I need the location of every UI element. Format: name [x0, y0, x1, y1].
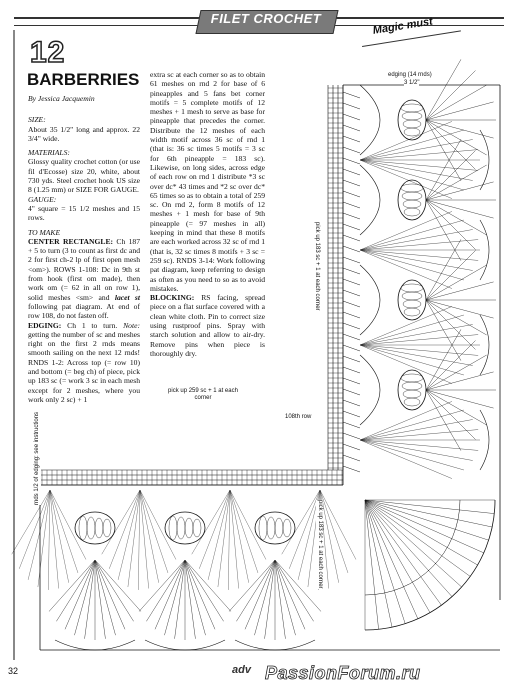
fan-ray — [426, 355, 487, 390]
corner-fan-ray — [365, 500, 494, 514]
edging-text: Ch 1 to turn. — [67, 320, 118, 330]
fan-ray — [360, 229, 473, 250]
edging-rung — [343, 235, 360, 241]
fan-ray — [140, 490, 159, 583]
gauge-heading: GAUGE: — [28, 194, 57, 204]
fan-ray — [282, 490, 320, 554]
pineapple-row — [402, 292, 422, 300]
edging-rung — [343, 455, 360, 461]
edging-rung — [343, 180, 360, 186]
pineapple-row — [95, 518, 103, 538]
fan-ray — [50, 490, 86, 559]
fan-arc — [480, 220, 489, 280]
fan-ray — [109, 490, 140, 569]
gauge-text: 4" square = 15 1/2 meshes and 15 rows. — [28, 203, 140, 223]
corner-fan-ray — [365, 500, 462, 587]
fan-ray — [230, 490, 266, 559]
pineapple-row — [401, 374, 423, 382]
fan-ray — [426, 120, 475, 169]
edging-rung — [343, 224, 360, 230]
edging-rung — [343, 103, 360, 109]
fan-ray — [426, 372, 494, 390]
pineapple-row — [401, 104, 423, 112]
watermark: PassionForum.ru — [265, 663, 421, 683]
fan-ray — [208, 490, 230, 580]
fan-ray — [426, 341, 475, 390]
edging-rung — [343, 246, 360, 252]
section-title: FILET CROCHET — [210, 11, 322, 26]
fan-ray — [230, 490, 249, 583]
edging-rung — [343, 125, 360, 131]
fan-ray — [426, 390, 487, 425]
edging-rung — [343, 202, 360, 208]
fan-ray — [140, 490, 149, 588]
center-rectangle-text: Ch 187 + 5 to turn (3 to count as first dc and 2 for first ch-2 lp of first open mesh <om>). ROWS 1-108: Dc in 9th st from hook (first om made), then work om (= 62 in all on row 1), solid meshes <sm> and — [28, 236, 140, 302]
fan-ray — [192, 490, 230, 554]
author-byline: By Jessica Jacquemin — [28, 94, 95, 103]
to-make-heading: TO MAKE — [28, 227, 61, 237]
pineapple-row — [267, 517, 275, 539]
fan-ray — [360, 440, 452, 479]
scallop-arc — [360, 165, 380, 235]
fan-ray — [360, 324, 473, 345]
fan-ray — [275, 560, 314, 621]
fan-ray — [102, 490, 140, 554]
pineapple-row — [185, 518, 193, 538]
fan-ray — [426, 329, 461, 390]
center-rectangle-text-2: following pat diagram. At end of row 108, do not fasten off. — [28, 301, 140, 321]
pineapple-row — [103, 519, 111, 537]
fan-ray — [199, 490, 230, 569]
edging-rung — [343, 213, 360, 219]
edging-rung — [343, 444, 360, 450]
pineapple-row — [403, 200, 421, 208]
blocking-label: BLOCKING: — [150, 293, 195, 303]
edging-rung — [343, 191, 360, 197]
fan-ray — [320, 490, 356, 559]
fan-ray — [426, 265, 487, 300]
fan-ray — [426, 182, 494, 200]
corner-fan-ray — [365, 500, 452, 597]
edging-rung — [343, 411, 360, 417]
pineapple-row — [402, 192, 422, 200]
scallop-arc — [360, 265, 380, 335]
fan-ray — [360, 440, 473, 461]
fan-ray — [320, 490, 348, 573]
scallop-arc — [360, 85, 380, 155]
fan-ray — [426, 139, 461, 200]
instructions-column-2 — [150, 70, 265, 358]
pineapple-row — [193, 519, 201, 537]
pineapple-row — [169, 516, 177, 540]
pineapple-row — [404, 308, 420, 316]
fan-ray — [426, 300, 487, 335]
edging-paragraph — [28, 321, 140, 405]
fan-ray — [360, 306, 452, 345]
materials-heading: MATERIALS: — [28, 148, 70, 158]
corner-fan-ray — [365, 500, 418, 619]
fan-ray — [426, 300, 494, 318]
pineapple-row — [404, 128, 420, 136]
fan-ray — [140, 490, 176, 559]
fan-ray — [50, 490, 69, 583]
edging-text-2: getting the number of sc and meshes right on the first 2 rnds means smooth sailing on the next 12 rnds! RNDS 1-2: Across top (= row 10) and bottom (= beg ch) of piece, pick up 183 sc (= work 3 sc in each mesh except for 2 meshes, where you work only 2 sc) + 1 — [28, 329, 140, 404]
fan-ray — [185, 560, 224, 621]
logo-fragment: adv — [232, 664, 251, 676]
fan-ray — [426, 200, 461, 261]
pineapple-row — [404, 208, 420, 216]
fan-ray — [426, 300, 475, 349]
fan-ray — [230, 490, 239, 588]
lacet-st-label: lacet st — [114, 292, 140, 302]
fan-ray — [426, 200, 494, 218]
pick-up-183-lower-label: pick up 183 sc + 1 at each corner — [317, 500, 323, 589]
edging-rung — [343, 356, 360, 362]
blocking-paragraph — [150, 293, 265, 358]
fan-ray — [95, 560, 134, 621]
corner-fan-ray — [365, 500, 484, 553]
fan-ray — [426, 102, 494, 120]
fan-ray — [236, 560, 275, 621]
fan-arc — [480, 410, 489, 470]
fan-ray — [12, 490, 50, 554]
fan-ray — [360, 401, 452, 440]
note-label: Note: — [123, 320, 140, 330]
blocking-text: RS facing, spread piece on a flat surface covered with a clean white cloth. Pin to correct size using rustproof pins. Spray with starch solution and allow to air-dry. Remove pins when piece is thoroughly dry. — [150, 293, 265, 358]
page-number: 32 — [8, 666, 19, 676]
fan-ray — [228, 490, 230, 590]
fan-ray — [128, 490, 140, 587]
rounds-edging-label: rnds 1/2 of edging: see instructions — [34, 411, 40, 505]
fan-ray — [426, 120, 461, 181]
edging-rung — [343, 169, 360, 175]
magazine-note: Magic must — [372, 15, 434, 37]
edging-rung — [343, 334, 360, 340]
corner-fan-arc — [365, 500, 495, 630]
pick-up-259-label: pick up 259 sc + 1 at each corner — [168, 388, 238, 401]
edging-rung — [343, 279, 360, 285]
pineapple-row — [403, 390, 421, 398]
fan-ray — [426, 85, 487, 120]
fan-ray — [218, 490, 230, 587]
fan-ray — [426, 59, 461, 120]
fan-arc — [235, 640, 315, 650]
edging-rung — [343, 400, 360, 406]
size-heading: SIZE: — [28, 115, 46, 125]
pineapple-row — [401, 284, 423, 292]
pineapple-row — [402, 112, 422, 120]
corner-fan-ray — [365, 500, 489, 540]
pineapple-row — [402, 382, 422, 390]
fan-ray — [426, 390, 461, 451]
fan-ray — [118, 490, 140, 580]
fan-ray — [426, 300, 461, 361]
fan-ray — [360, 345, 473, 366]
pineapple-row — [403, 120, 421, 128]
fan-ray — [50, 490, 78, 573]
pattern-title: BARBERRIES — [27, 70, 140, 89]
pineapple-row — [403, 300, 421, 308]
edging-rung — [343, 136, 360, 142]
fan-ray — [426, 282, 494, 300]
fan-ray — [360, 345, 452, 384]
fan-ray — [426, 390, 494, 408]
pineapple-row — [404, 398, 420, 406]
fan-ray — [230, 490, 258, 573]
edging-rung — [343, 433, 360, 439]
fan-ray — [56, 560, 95, 621]
edging-rung — [343, 114, 360, 120]
edging-rounds-label: edging (14 rnds) — [388, 72, 432, 78]
fan-ray — [360, 250, 452, 289]
fan-ray — [426, 200, 487, 235]
corner-fan-arc — [365, 500, 460, 595]
fan-ray — [360, 211, 452, 250]
pineapple-row — [177, 517, 185, 539]
pineapple-row — [87, 517, 95, 539]
fan-ray — [426, 71, 475, 120]
center-rectangle-label: CENTER RECTANGLE: — [28, 236, 114, 246]
edging-rung — [343, 147, 360, 153]
fan-arc — [480, 315, 489, 375]
edging-rung — [343, 257, 360, 263]
edging-rung — [343, 367, 360, 373]
edging-rung — [343, 345, 360, 351]
edging-rung — [343, 301, 360, 307]
fan-ray — [48, 490, 50, 590]
corner-fan-ray — [365, 500, 392, 627]
fan-ray — [146, 560, 185, 621]
fan-arc — [480, 130, 489, 190]
edging-rung — [343, 466, 360, 472]
pineapple-row — [79, 516, 87, 540]
size-text: About 35 1/2" long and approx. 22 3/4" wide. — [28, 124, 140, 143]
fan-ray — [50, 490, 59, 588]
fan-arc — [55, 640, 135, 650]
instructions-column-1 — [28, 94, 140, 404]
fan-arc — [145, 640, 225, 650]
edging-rung — [343, 378, 360, 384]
corner-fan-ray — [365, 500, 441, 605]
edging-rung — [343, 268, 360, 274]
edging-rung — [343, 323, 360, 329]
edging-rung — [343, 389, 360, 395]
fan-ray — [140, 490, 168, 573]
edging-rung — [343, 312, 360, 318]
edging-rung — [343, 158, 360, 164]
edging-label: EDGING: — [28, 320, 62, 330]
materials-text: Glossy quality crochet cotton (or use fil d'Ecosse) size 20, white, about 730 yds. Steel crochet hook US size 8 (1.25 mm) or SIZE FOR GAUGE. — [28, 157, 140, 195]
fan-ray — [426, 151, 475, 200]
fan-ray — [426, 239, 461, 300]
edging-size-label: 3 1/2" — [404, 80, 420, 86]
fan-ray — [138, 490, 140, 590]
edging-rung — [343, 422, 360, 428]
corner-fan-ray — [365, 500, 470, 576]
pick-up-right-label: pick up 183 sc + 1 at each corner — [314, 222, 320, 311]
corner-fan-ray — [365, 500, 405, 624]
corner-fan-ray — [365, 500, 379, 629]
edging-rung — [343, 290, 360, 296]
corner-fan-ray — [365, 500, 492, 527]
edging-continued-text: extra sc at each corner so as to obtain 61 meshes on rnd 2 for base of 6 pineapples and 5 fans bet corner motifs = 5 complete motifs of 12 meshes + 1 mesh to serve as base for pineapple that precedes the corner. Distribute the 12 meshes of each width motif across 36 sc of rnd 1 (that is: 36 sc times 5 motifs = 3 sc for 6th pineapple = 183 sc). Likewise, on long sides, across edge of each row on rnd 1 distribute *3 sc over dc* 43 times and *2 sc over dc* 65 times so as to obtain a total of 259 sc. On rnd 2, form 8 motifs of 12 meshes + 1 mesh for base of 9th pineapple (= 97 meshes in all) keeping in mind that these 8 motifs are each worked across 32 sc of rnd 1 (that is, 32 sc times 8 motifs + 3 sc = 259 sc). RNDS 3-14: Work following pat diagram, keep referring to design as often as you need to so as to avoid mistakes. — [150, 70, 265, 293]
pineapple-row — [275, 518, 283, 538]
fan-ray — [360, 419, 473, 440]
fan-ray — [360, 250, 473, 271]
pineapple-row — [259, 516, 267, 540]
row-108-label: 108th row — [285, 414, 312, 420]
fan-ray — [426, 120, 494, 138]
corner-fan-ray — [365, 500, 430, 613]
scallop-arc — [360, 355, 380, 425]
pineapple-row — [283, 519, 291, 537]
pattern-number: 12 — [30, 36, 66, 69]
corner-fan-ray — [365, 500, 478, 565]
edging-rung — [343, 92, 360, 98]
center-rectangle-paragraph — [28, 237, 140, 321]
